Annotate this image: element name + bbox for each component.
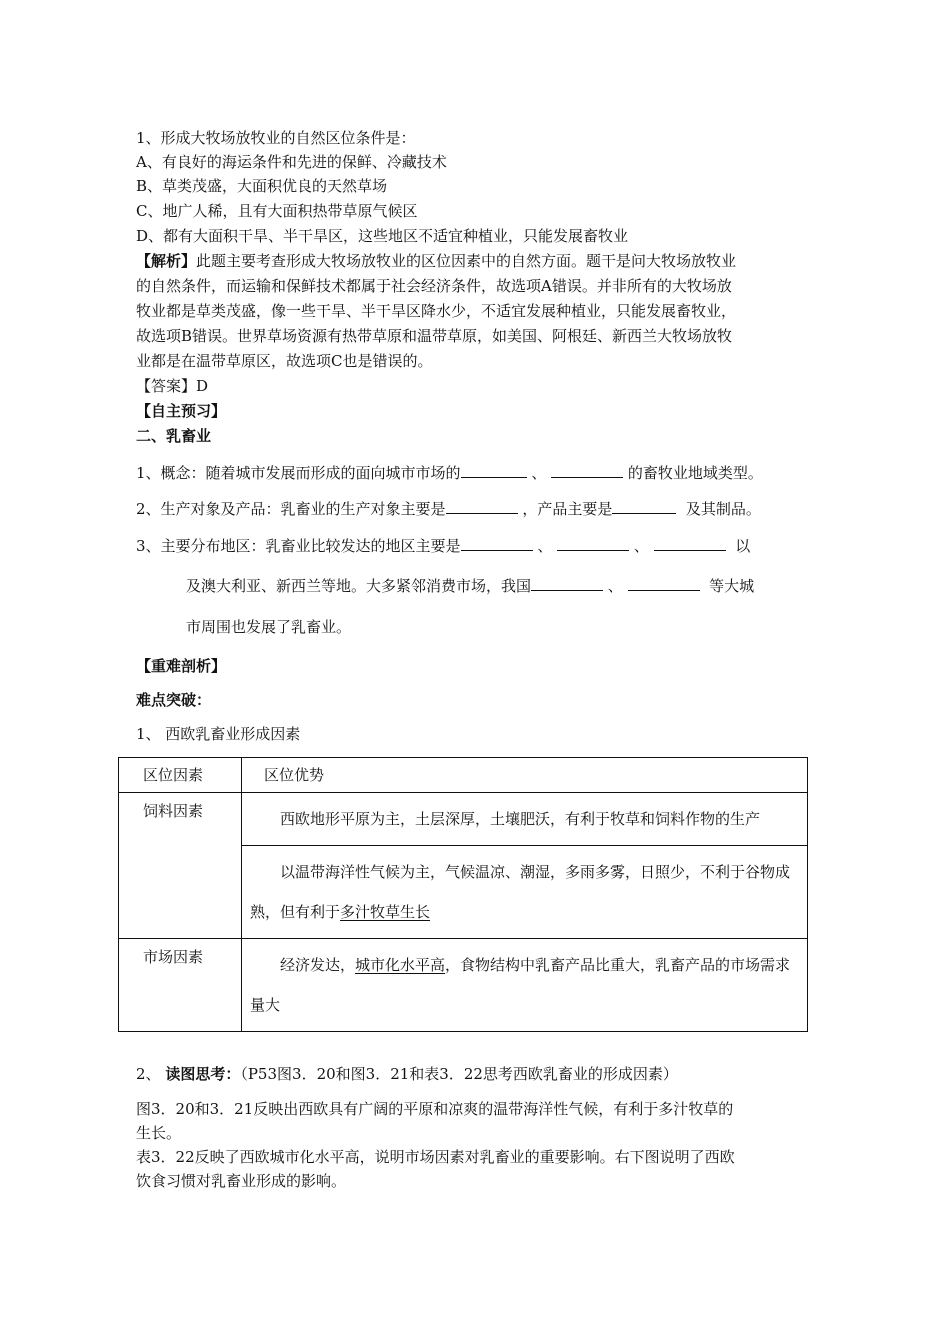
- blank-field: [461, 536, 533, 551]
- reading-para-2-line-2: 饮食习惯对乳畜业形成的影响。: [136, 1172, 347, 1190]
- answer: 【答案】D: [136, 377, 209, 395]
- table-header-cell: 区位因素: [119, 758, 242, 793]
- difficulty-item-1: 1、 西欧乳畜业形成因素: [136, 725, 301, 743]
- analysis-line-2: 的自然条件，而运输和保鲜技术都属于社会经济条件，故选项A错误。并非所有的大牧场放: [136, 277, 732, 295]
- option-c: C、地广人稀，且有大面积热带草原气候区: [136, 202, 418, 220]
- preview-item-1: 1、概念：随着城市发展而形成的面向城市市场的 、 的畜牧业地域类型。: [136, 464, 763, 482]
- analysis-line-3: 牧业都是草类茂盛，像一些干旱、半干旱区降水少，不适宜发展种植业，只能发展畜牧业，: [136, 302, 737, 320]
- reading-para-1-line-1: 图3．20和3．21反映出西欧具有广阔的平原和凉爽的温带海洋性气候，有利于多汁牧草的: [136, 1100, 734, 1118]
- factors-table: [118, 757, 808, 1032]
- section-title: 二、乳畜业: [136, 427, 212, 445]
- table-row: [119, 939, 808, 1032]
- blank-field: [446, 499, 518, 514]
- preview-item-3-line-3: 市周围也发展了乳畜业。: [186, 618, 352, 636]
- blank-field: [531, 576, 603, 591]
- option-d: D、都有大面积干旱、半干旱区，这些地区不适宜种植业，只能发展畜牧业: [136, 227, 629, 245]
- option-b: B、草类茂盛，大面积优良的天然草场: [136, 177, 388, 195]
- advantage-cell: 西欧地形平原为主，土层深厚，土壤肥沃，有利于牧草和饲料作物的生产: [242, 793, 808, 846]
- reading-para-1-line-2: 生长。: [136, 1124, 182, 1142]
- preview-heading: 【自主预习】: [136, 402, 227, 420]
- analysis-line-5: 业都是在温带草原区，故选项C也是错误的。: [136, 352, 433, 370]
- reading-prompt: 2、 读图思考：（P53图3．20和图3．21和表3．22思考西欧乳畜业的形成因素）: [136, 1065, 678, 1083]
- blank-field: [551, 463, 623, 478]
- table-header-row: [119, 758, 808, 793]
- option-a: A、有良好的海运条件和先进的保鲜、冷藏技术: [136, 153, 447, 171]
- blank-field: [628, 576, 700, 591]
- blank-field: [461, 463, 527, 478]
- analysis-label: 【解析】: [136, 252, 197, 270]
- preview-item-2: 2、生产对象及产品：乳畜业的生产对象主要是 ，产品主要是 及其制品。: [136, 500, 761, 518]
- factor-label-cell: 市场因素: [119, 939, 242, 1032]
- blank-field: [654, 536, 726, 551]
- advantage-cell: 以温带海洋性气候为主，气候温凉、潮湿，多雨多雾，日照少，不利于谷物成熟，但有利于多汁牧草生长: [242, 846, 808, 939]
- analysis-heading: 【重难剖析】: [136, 657, 227, 675]
- advantage-cell: 经济发达，城市化水平高，食物结构中乳畜产品比重大，乳畜产品的市场需求量大: [242, 939, 808, 1032]
- preview-item-3-line-2: 及澳大利亚、新西兰等地。大多紧邻消费市场，我国 、 等大城: [186, 577, 755, 595]
- table-header-cell: 区位优势: [242, 758, 808, 793]
- blank-field: [612, 499, 676, 514]
- blank-field: [557, 536, 629, 551]
- factor-label-cell: 饲料因素: [119, 793, 242, 939]
- table-row: [119, 793, 808, 846]
- reading-para-2-line-1: 表3．22反映了西欧城市化水平高，说明市场因素对乳畜业的重要影响。右下图说明了西欧: [136, 1148, 735, 1166]
- analysis-line-1: 【解析】此题主要考查形成大牧场放牧业的区位因素中的自然方面。题干是问大牧场放牧业: [136, 252, 737, 270]
- difficulty-subheading: 难点突破：: [136, 691, 212, 709]
- preview-item-3: 3、主要分布地区：乳畜业比较发达的地区主要是 、 、 以: [136, 537, 751, 555]
- question-1: 1、形成大牧场放牧业的自然区位条件是：: [136, 129, 416, 147]
- analysis-line-4: 故选项B错误。世界草场资源有热带草原和温带草原，如美国、阿根廷、新西兰大牧场放牧: [136, 327, 733, 345]
